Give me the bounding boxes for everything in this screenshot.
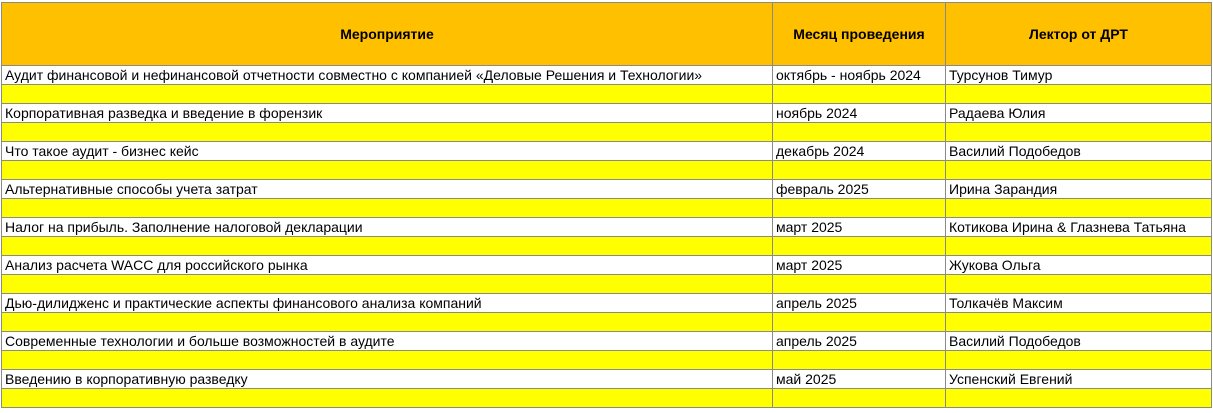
spacer-cell[interactable] (946, 275, 1212, 294)
table-row (2, 66, 1212, 85)
spacer-cell[interactable] (773, 123, 946, 142)
header-lecturer[interactable]: Лектор от ДРТ (946, 3, 1212, 66)
spacer-cell[interactable] (773, 199, 946, 218)
cell-month[interactable]: октябрь - ноябрь 2024 (773, 66, 946, 85)
table-row (2, 180, 1212, 199)
cell-lecturer[interactable]: Успенский Евгений (946, 370, 1212, 389)
spacer-cell[interactable] (2, 199, 773, 218)
spacer-cell[interactable] (946, 161, 1212, 180)
spacer-cell[interactable] (773, 85, 946, 104)
cell-lecturer[interactable]: Радаева Юлия (946, 104, 1212, 123)
spreadsheet (1, 2, 1212, 408)
cell-month[interactable]: май 2025 (773, 370, 946, 389)
spacer-cell[interactable] (773, 161, 946, 180)
cell-lecturer[interactable]: Котикова Ирина & Глазнева Татьяна (946, 218, 1212, 237)
table-row (2, 256, 1212, 275)
cell-event[interactable]: Дью-дилидженс и практические аспекты финансового анализа компаний (2, 294, 773, 313)
spacer-cell[interactable] (946, 351, 1212, 370)
cell-event[interactable]: Введению в корпоративную разведку (2, 370, 773, 389)
cell-lecturer[interactable]: Толкачёв Максим (946, 294, 1212, 313)
cell-month[interactable]: март 2025 (773, 256, 946, 275)
cell-lecturer[interactable]: Турсунов Тимур (946, 66, 1212, 85)
header-event[interactable]: Мероприятие (2, 3, 773, 66)
table-row (2, 332, 1212, 351)
spacer-cell[interactable] (773, 275, 946, 294)
cell-month[interactable]: декабрь 2024 (773, 142, 946, 161)
cell-lecturer[interactable]: Ирина Зарандия (946, 180, 1212, 199)
cell-lecturer[interactable]: Василий Подобедов (946, 142, 1212, 161)
cell-lecturer[interactable]: Жукова Ольга (946, 256, 1212, 275)
spacer-cell[interactable] (2, 275, 773, 294)
header-row (2, 3, 1212, 66)
cell-lecturer[interactable]: Василий Подобедов (946, 332, 1212, 351)
spacer-row (2, 237, 1212, 256)
cell-event[interactable]: Современные технологии и больше возможностей в аудите (2, 332, 773, 351)
spacer-cell[interactable] (773, 237, 946, 256)
spacer-cell[interactable] (773, 313, 946, 332)
spacer-cell[interactable] (946, 199, 1212, 218)
spacer-cell[interactable] (946, 389, 1212, 408)
cell-event[interactable]: Что такое аудит - бизнес кейс (2, 142, 773, 161)
spacer-cell[interactable] (946, 237, 1212, 256)
cell-month[interactable]: февраль 2025 (773, 180, 946, 199)
spacer-cell[interactable] (2, 313, 773, 332)
spacer-row (2, 123, 1212, 142)
cell-event[interactable]: Альтернативные способы учета затрат (2, 180, 773, 199)
spacer-cell[interactable] (773, 351, 946, 370)
table-row (2, 218, 1212, 237)
table-row (2, 370, 1212, 389)
header-month[interactable]: Месяц проведения (773, 3, 946, 66)
spacer-cell[interactable] (2, 237, 773, 256)
spacer-cell[interactable] (773, 389, 946, 408)
cell-month[interactable]: ноябрь 2024 (773, 104, 946, 123)
spacer-cell[interactable] (946, 85, 1212, 104)
spacer-cell[interactable] (946, 313, 1212, 332)
spacer-cell[interactable] (2, 123, 773, 142)
cell-event[interactable]: Аудит финансовой и нефинансовой отчетности совместно с компанией «Деловые Решения и Технологии» (2, 66, 773, 85)
spacer-cell[interactable] (946, 123, 1212, 142)
spacer-row (2, 199, 1212, 218)
spacer-row (2, 351, 1212, 370)
spacer-row (2, 85, 1212, 104)
table-row (2, 104, 1212, 123)
spacer-cell[interactable] (2, 161, 773, 180)
cell-event[interactable]: Анализ расчета WACC для российского рынка (2, 256, 773, 275)
cell-month[interactable]: март 2025 (773, 218, 946, 237)
cell-event[interactable]: Корпоративная разведка и введение в форензик (2, 104, 773, 123)
table-row (2, 142, 1212, 161)
spacer-row (2, 275, 1212, 294)
spacer-cell[interactable] (2, 389, 773, 408)
spacer-cell[interactable] (2, 85, 773, 104)
spacer-cell[interactable] (2, 351, 773, 370)
cell-month[interactable]: апрель 2025 (773, 332, 946, 351)
cell-month[interactable]: апрель 2025 (773, 294, 946, 313)
spacer-row (2, 313, 1212, 332)
table-row (2, 294, 1212, 313)
cell-event[interactable]: Налог на прибыль. Заполнение налоговой декларации (2, 218, 773, 237)
spacer-row (2, 161, 1212, 180)
events-table (1, 2, 1212, 408)
spacer-row (2, 389, 1212, 408)
